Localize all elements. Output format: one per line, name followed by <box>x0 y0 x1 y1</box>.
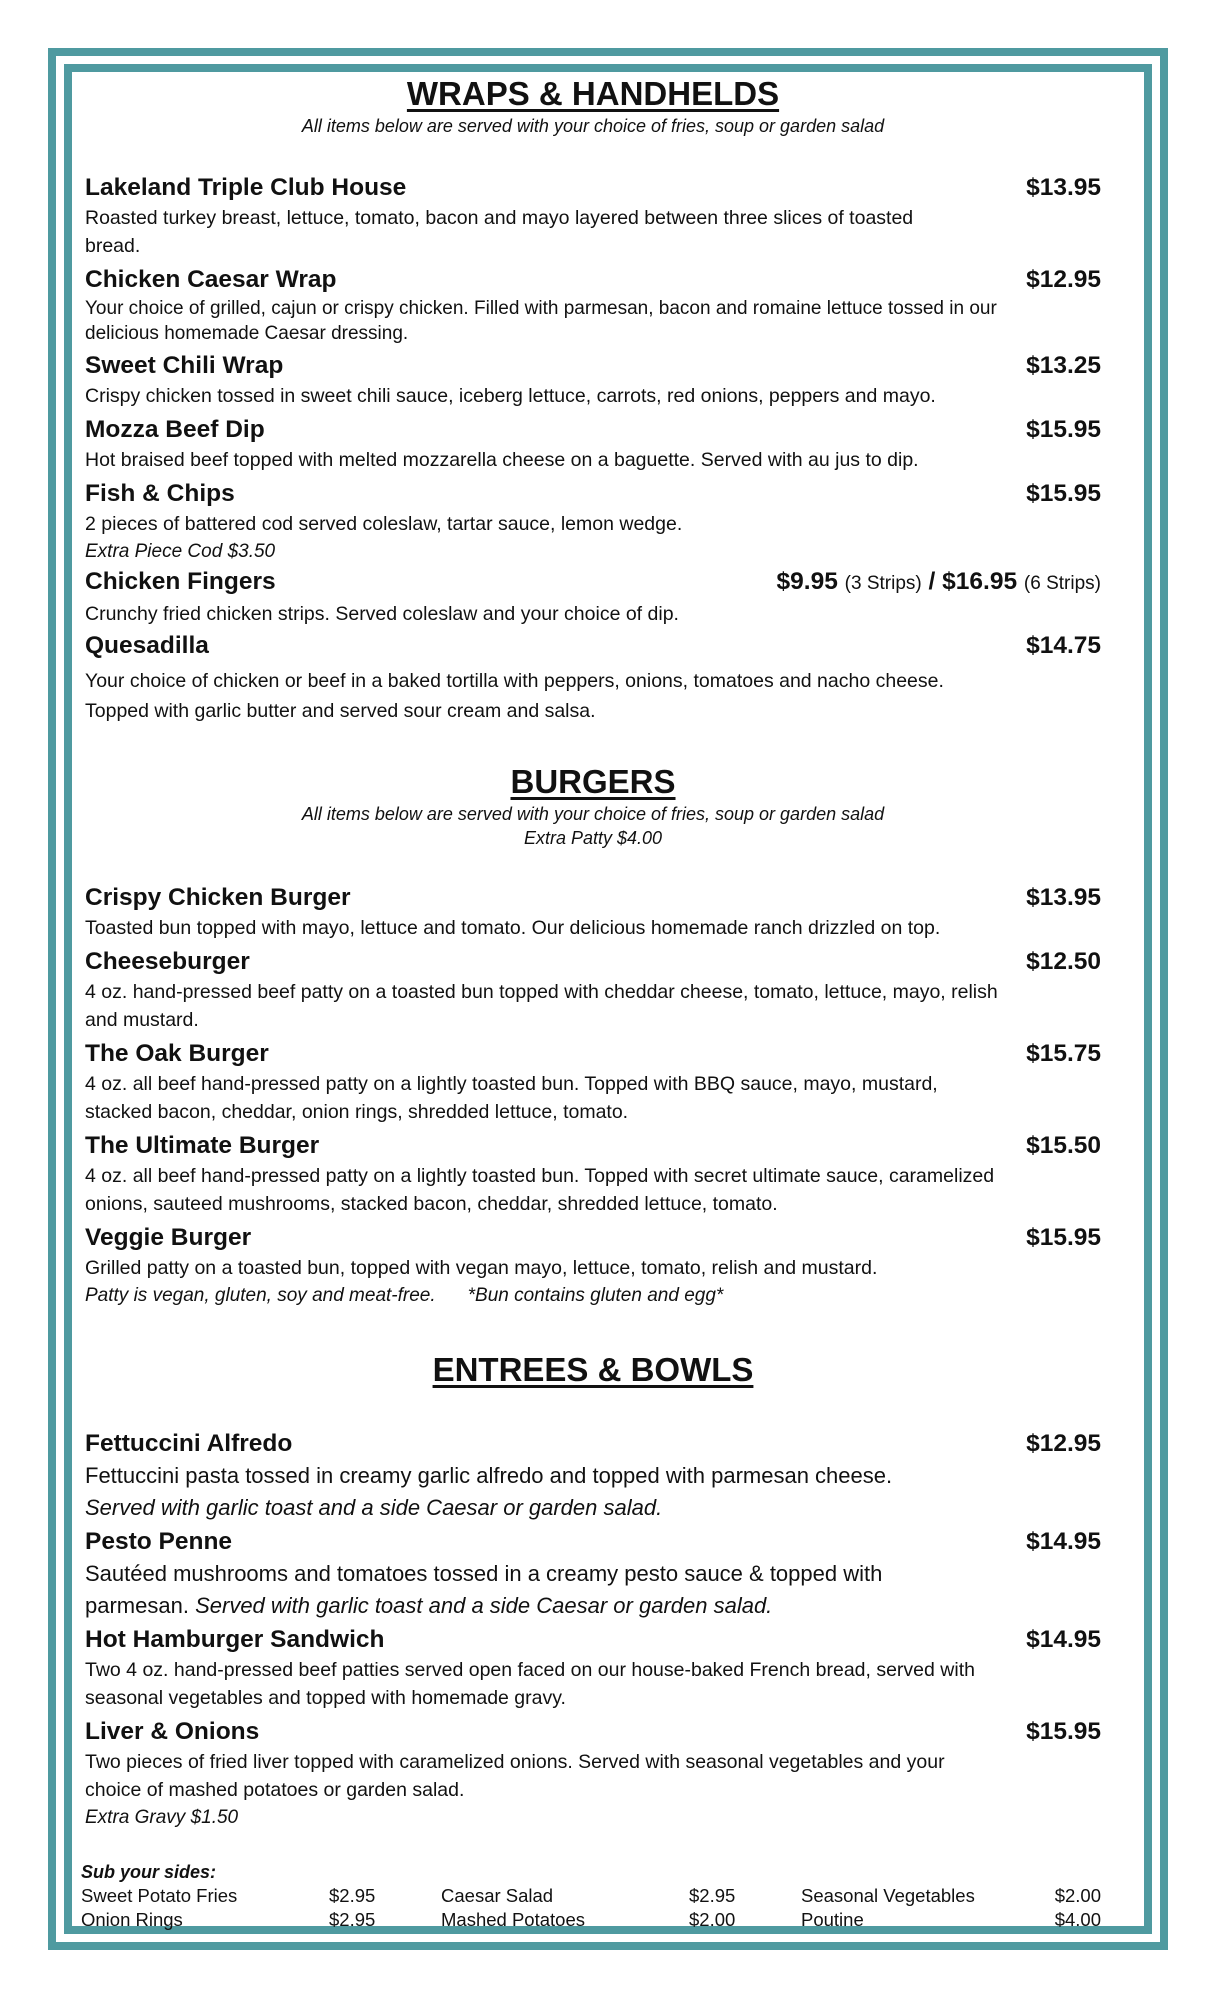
item-description: Roasted turkey breast, lettuce, tomato, bacon and mayo layered between three slices of toasted bread. <box>85 207 914 257</box>
item-description: 4 oz. all beef hand-pressed patty on a lightly toasted bun. Topped with BBQ sauce, mayo, mustard, stacked bacon, cheddar, onion rings, shredded lettuce, tomato. <box>85 1073 938 1123</box>
item-description: Grilled patty on a toasted bun, topped with vegan mayo, lettuce, tomato, relish and mustard. <box>85 1257 878 1279</box>
item-price-group <box>777 566 1101 600</box>
side-price: $2.95 <box>329 1909 376 1930</box>
menu-item <box>85 350 1101 410</box>
item-price: $15.95 <box>1026 480 1101 507</box>
menu-item <box>85 478 1101 566</box>
item-name: The Oak Burger <box>85 1040 269 1067</box>
side-name: Poutine <box>801 1909 864 1930</box>
item-price: $13.95 <box>1026 174 1101 201</box>
item-description: Fettuccini pasta tossed in creamy garlic alfredo and topped with parmesan cheese. <box>85 1463 893 1488</box>
item-price: $13.95 <box>1026 884 1101 911</box>
item-name: Quesadilla <box>85 632 209 659</box>
item-name: Sweet Chili Wrap <box>85 352 284 379</box>
item-name: Chicken Caesar Wrap <box>85 266 337 293</box>
item-name: Liver & Onions <box>85 1718 260 1745</box>
menu-item <box>85 1526 1101 1622</box>
item-quantity: (6 Strips) <box>1023 573 1101 594</box>
item-description: Crunchy fried chicken strips. Served coleslaw and your choice of dip. <box>85 603 679 625</box>
item-name: Lakeland Triple Club House <box>85 174 407 201</box>
menu-item <box>85 1038 1101 1126</box>
item-description: 4 oz. all beef hand-pressed patty on a lightly toasted bun. Topped with secret ultimate sauce, caramelized onions, sauteed mushrooms, stacked bacon, cheddar, shredded lettuce, tomato. <box>85 1165 995 1215</box>
item-description: Your choice of grilled, cajun or crispy chicken. Filled with parmesan, bacon and romaine lettuce tossed in our delicious homemade Caesar dressing. <box>85 298 997 344</box>
menu-item <box>85 882 1101 942</box>
item-extra: Extra Gravy $1.50 <box>85 1807 239 1828</box>
menu-item <box>85 1624 1101 1712</box>
item-description: Hot braised beef topped with melted mozzarella cheese on a baguette. Served with au jus to dip. <box>85 449 919 471</box>
item-price: $13.25 <box>1026 352 1101 379</box>
menu-item <box>85 264 1101 346</box>
side-name: Onion Rings <box>81 1909 183 1930</box>
item-price: $14.95 <box>1026 1626 1101 1653</box>
item-description: Toasted bun topped with mayo, lettuce and tomato. Our delicious homemade ranch drizzled on top. <box>85 917 941 939</box>
side-name: Seasonal Vegetables <box>801 1885 975 1906</box>
item-extra: Extra Piece Cod $3.50 <box>85 541 276 562</box>
item-description: 2 pieces of battered cod served coleslaw, tartar sauce, lemon wedge. <box>85 513 683 535</box>
section-note: All items below are served with your choice of fries, soup or garden salad <box>301 116 885 136</box>
section-title: WRAPS & HANDHELDS <box>406 75 780 112</box>
item-price: $15.50 <box>1026 1132 1101 1159</box>
item-price: $16.95 <box>942 568 1018 595</box>
item-price: $15.95 <box>1026 1224 1101 1251</box>
menu-item <box>85 946 1101 1034</box>
item-price: $15.75 <box>1026 1040 1101 1067</box>
item-description: Two 4 oz. hand-pressed beef patties served open faced on our house-baked French bread, served with seasonal vegetables and topped with homemade gravy. <box>85 1659 975 1709</box>
side-price: $2.95 <box>689 1885 736 1906</box>
price-separator: / <box>928 568 936 595</box>
section-entrees <box>85 1350 1101 1832</box>
item-price: $15.95 <box>1026 1718 1101 1745</box>
item-description: Two pieces of fried liver topped with caramelized onions. Served with seasonal vegetables and your choice of mashed potatoes or garden salad. <box>85 1751 945 1801</box>
item-price: $9.95 <box>776 568 838 595</box>
item-name: Pesto Penne <box>85 1528 233 1555</box>
item-description: Your choice of chicken or beef in a baked tortilla with peppers, onions, tomatoes and nacho cheese. Topped with garlic butter and served sour cream and salsa. <box>85 670 944 722</box>
item-price: $14.95 <box>1026 1528 1101 1555</box>
sides-table <box>81 1884 1101 1932</box>
side-name: Mashed Potatoes <box>441 1909 585 1930</box>
item-extra-note: *Bun contains gluten and egg* <box>467 1285 724 1306</box>
item-price: $14.75 <box>1026 632 1101 659</box>
section-title: BURGERS <box>510 763 676 800</box>
item-price: $12.95 <box>1026 1430 1101 1457</box>
menu-item <box>85 566 1101 628</box>
item-name: Cheeseburger <box>85 948 250 975</box>
item-description-note: Served with garlic toast and a side Caesar or garden salad. <box>195 1593 773 1618</box>
sides-title: Sub your sides: <box>81 1862 217 1882</box>
menu-item <box>85 630 1101 726</box>
side-price: $2.00 <box>1054 1885 1101 1906</box>
item-price: $12.95 <box>1026 266 1101 293</box>
item-price: $15.95 <box>1026 416 1101 443</box>
section-note-extra: Extra Patty $4.00 <box>523 828 663 848</box>
item-name: Veggie Burger <box>85 1224 252 1251</box>
item-name: Hot Hamburger Sandwich <box>85 1626 385 1653</box>
menu-item <box>85 1130 1101 1218</box>
item-description: Sautéed mushrooms and tomatoes tossed in a creamy pesto sauce & topped with parmesan. <box>85 1561 883 1618</box>
item-extra: Patty is vegan, gluten, soy and meat-free. <box>85 1285 436 1306</box>
menu-item <box>85 1716 1101 1832</box>
section-burgers <box>85 762 1101 1310</box>
item-name: Fettuccini Alfredo <box>85 1430 293 1457</box>
item-quantity: (3 Strips) <box>844 573 922 594</box>
side-price: $4.00 <box>1054 1909 1101 1930</box>
item-description-note: Served with garlic toast and a side Caesar or garden salad. <box>85 1495 663 1520</box>
item-description: 4 oz. hand-pressed beef patty on a toasted bun topped with cheddar cheese, tomato, lettuce, mayo, relish and mustard. <box>85 981 998 1031</box>
menu-item <box>85 1428 1101 1524</box>
item-price: $12.50 <box>1026 948 1101 975</box>
menu-item <box>85 1222 1101 1310</box>
menu-page <box>81 74 1101 1932</box>
section-sides <box>81 1860 1101 1932</box>
section-title: ENTREES & BOWLS <box>432 1351 754 1388</box>
side-name: Sweet Potato Fries <box>81 1885 238 1906</box>
side-name: Caesar Salad <box>441 1885 554 1906</box>
side-price: $2.95 <box>329 1885 376 1906</box>
item-name: Chicken Fingers <box>85 568 276 595</box>
menu-item <box>85 172 1101 260</box>
section-note: All items below are served with your choice of fries, soup or garden salad <box>301 804 885 824</box>
item-name: The Ultimate Burger <box>85 1132 320 1159</box>
item-name: Fish & Chips <box>85 480 235 507</box>
side-price: $2.00 <box>689 1909 736 1930</box>
item-name: Mozza Beef Dip <box>85 416 265 443</box>
section-wraps <box>85 74 1101 726</box>
menu-item <box>85 414 1101 474</box>
item-description: Crispy chicken tossed in sweet chili sauce, iceberg lettuce, carrots, red onions, peppers and mayo. <box>85 385 936 407</box>
item-name: Crispy Chicken Burger <box>85 884 351 911</box>
